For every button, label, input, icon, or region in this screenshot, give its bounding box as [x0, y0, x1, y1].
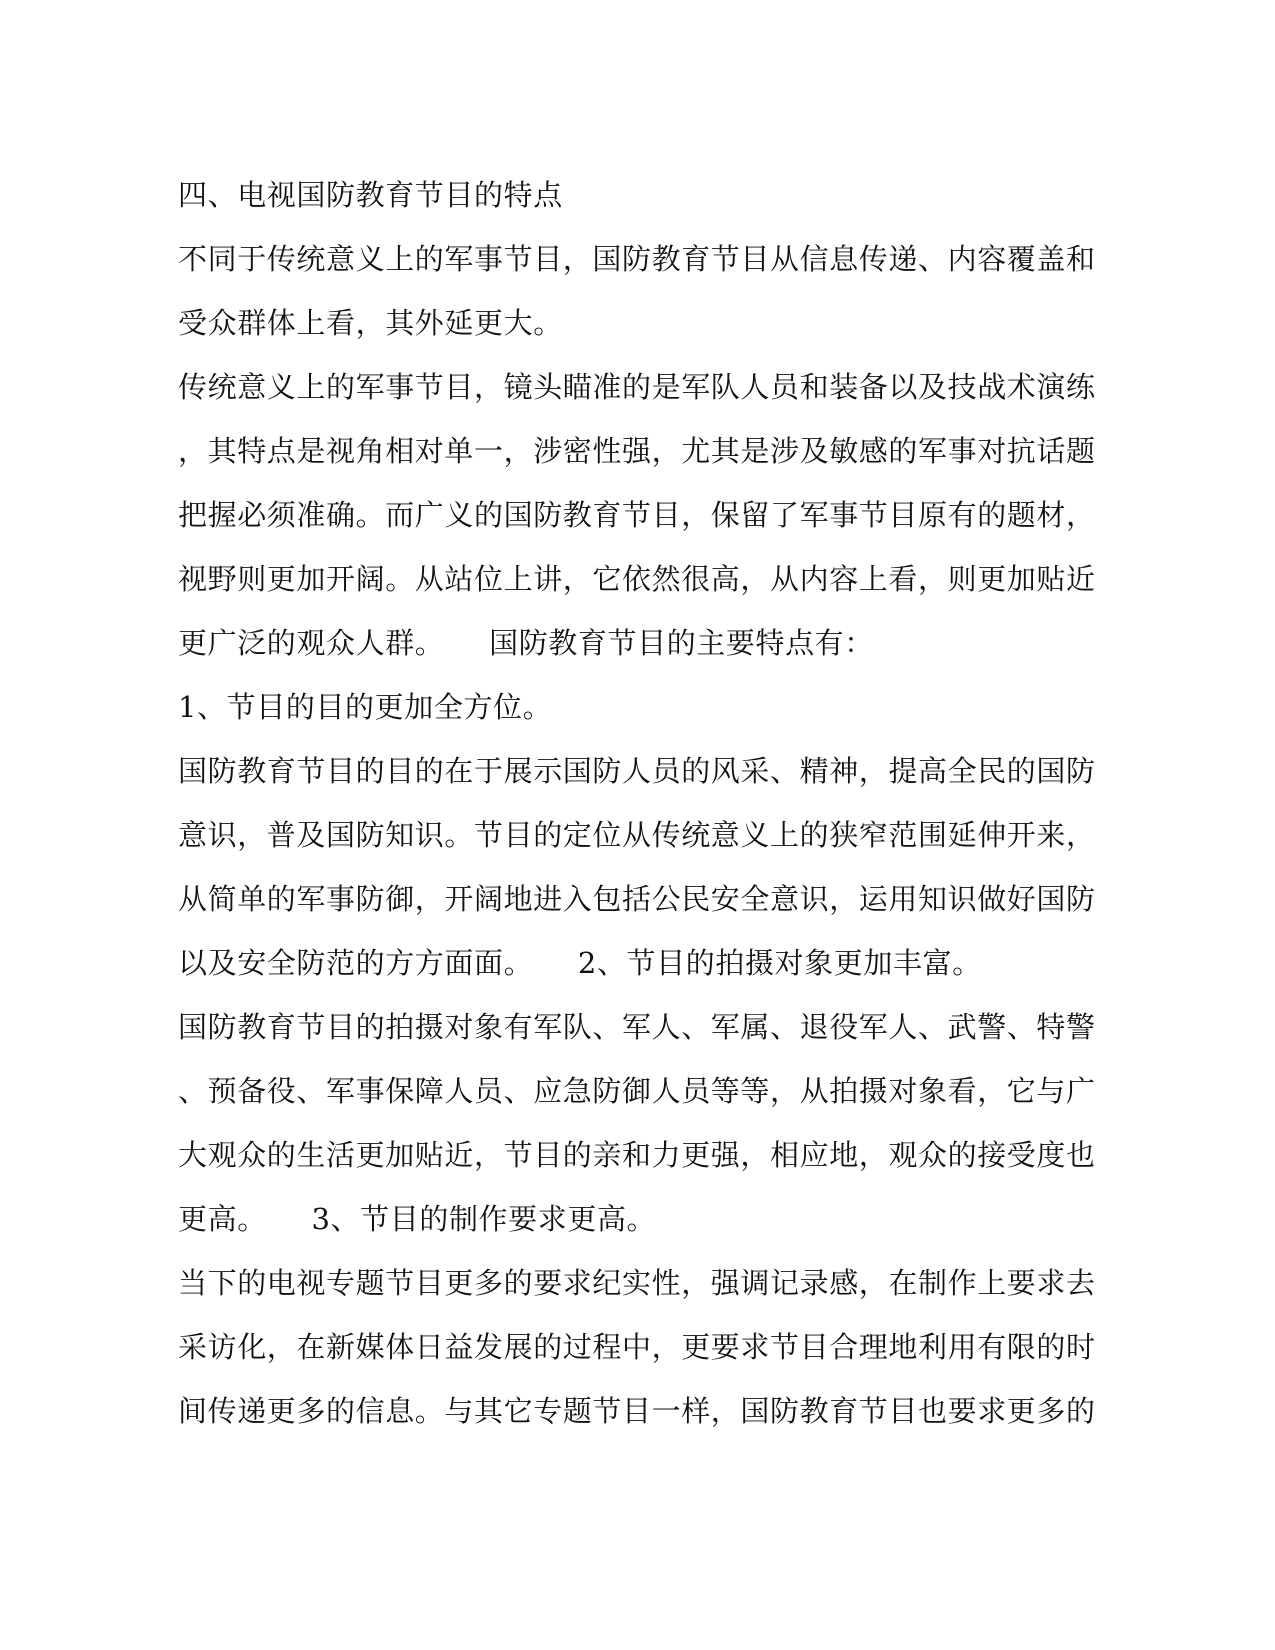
- text-line: 间传递更多的信息。与其它专题节目一样，国防教育节目也要求更多的: [178, 1394, 1096, 1428]
- text-line: 大观众的生活更加贴近，节目的亲和力更强，相应地，观众的接受度也: [178, 1138, 1096, 1172]
- text-line: 1、节目的目的更加全方位。: [178, 690, 553, 724]
- text-line: 国防教育节目的拍摄对象有军队、军人、军属、退役军人、武警、特警: [178, 1010, 1096, 1044]
- text-line: 更广泛的观众人群。 国防教育节目的主要特点有：: [178, 626, 874, 660]
- text-line: 更高。 3、节目的制作要求更高。: [178, 1202, 657, 1236]
- text-line: 、预备役、军事保障人员、应急防御人员等等，从拍摄对象看，它与广: [178, 1074, 1096, 1108]
- section-heading: 四、电视国防教育节目的特点: [178, 178, 563, 212]
- text-line: 以及安全防范的方方面面。 2、节目的拍摄对象更加丰富。: [178, 946, 982, 980]
- document-body: [178, 163, 1096, 1443]
- text-line: 当下的电视专题节目更多的要求纪实性，强调记录感，在制作上要求去: [178, 1266, 1096, 1300]
- text-line: 把握必须准确。而广义的国防教育节目，保留了军事节目原有的题材，: [178, 498, 1096, 532]
- text-line: 受众群体上看，其外延更大。: [178, 306, 563, 340]
- text-line: 不同于传统意义上的军事节目，国防教育节目从信息传递、内容覆盖和: [178, 242, 1096, 276]
- text-line: 视野则更加开阔。从站位上讲，它依然很高，从内容上看，则更加贴近: [178, 562, 1096, 596]
- text-line: ，其特点是视角相对单一，涉密性强，尤其是涉及敏感的军事对抗话题: [178, 434, 1096, 468]
- text-line: 传统意义上的军事节目，镜头瞄准的是军队人员和装备以及技战术演练: [178, 370, 1096, 404]
- text-line: 意识，普及国防知识。节目的定位从传统意义上的狭窄范围延伸开来，: [178, 818, 1096, 852]
- text-line: 采访化，在新媒体日益发展的过程中，更要求节目合理地利用有限的时: [178, 1330, 1096, 1364]
- text-line: 国防教育节目的目的在于展示国防人员的风采、精神，提高全民的国防: [178, 754, 1096, 788]
- text-line: 从简单的军事防御，开阔地进入包括公民安全意识，运用知识做好国防: [178, 882, 1096, 916]
